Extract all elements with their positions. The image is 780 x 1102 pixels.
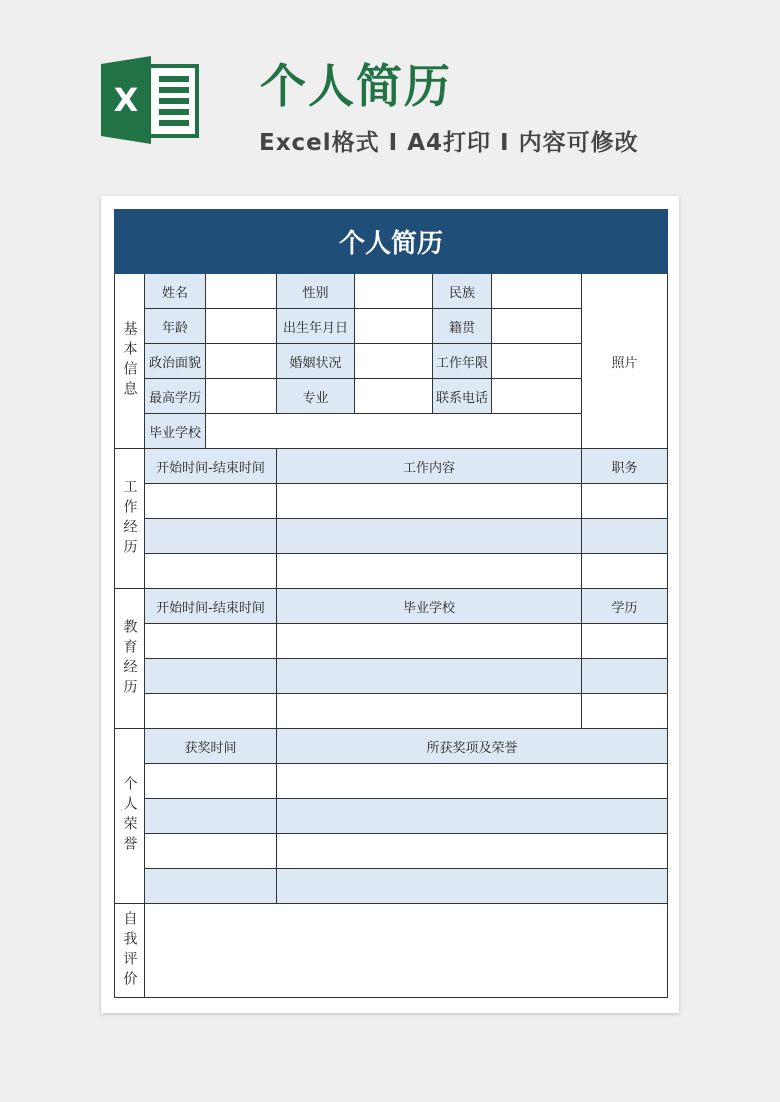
label-gender: 性别 — [277, 274, 355, 309]
cell[interactable] — [145, 519, 277, 554]
table-row — [115, 869, 668, 904]
label-school: 毕业学校 — [145, 414, 206, 449]
field-school[interactable] — [206, 414, 582, 449]
self-evaluation-field[interactable] — [145, 904, 668, 998]
field-hometown[interactable] — [492, 309, 582, 344]
field-name[interactable] — [206, 274, 277, 309]
label-birthdate: 出生年月日 — [277, 309, 355, 344]
field-phone[interactable] — [492, 379, 582, 414]
label-phone: 联系电话 — [433, 379, 492, 414]
cell[interactable] — [145, 484, 277, 519]
work-header-time: 开始时间-结束时间 — [145, 449, 277, 484]
table-row — [115, 694, 668, 729]
cell[interactable] — [145, 624, 277, 659]
banner-subtitle: Excel格式 I A4打印 I 内容可修改 — [259, 130, 639, 156]
field-marital[interactable] — [355, 344, 433, 379]
table-row — [115, 834, 668, 869]
field-gender[interactable] — [355, 274, 433, 309]
cell[interactable] — [145, 764, 277, 799]
cell[interactable] — [277, 694, 582, 729]
field-work-years[interactable] — [492, 344, 582, 379]
resume-table — [114, 209, 668, 998]
table-row — [115, 799, 668, 834]
field-age[interactable] — [206, 309, 277, 344]
cell[interactable] — [277, 869, 668, 904]
cell[interactable] — [277, 624, 582, 659]
field-ethnicity[interactable] — [492, 274, 582, 309]
banner-title: 个人简历 — [260, 59, 452, 113]
table-row — [115, 484, 668, 519]
table-row — [115, 519, 668, 554]
cell[interactable] — [277, 519, 582, 554]
label-education: 最高学历 — [145, 379, 206, 414]
section-education: 教育经历 — [115, 589, 145, 729]
label-ethnicity: 民族 — [433, 274, 492, 309]
cell[interactable] — [145, 869, 277, 904]
label-name: 姓名 — [145, 274, 206, 309]
cell[interactable] — [582, 484, 668, 519]
cell[interactable] — [582, 694, 668, 729]
cell[interactable] — [277, 659, 582, 694]
honor-header-award: 所获奖项及荣誉 — [277, 729, 668, 764]
cell[interactable] — [582, 519, 668, 554]
cell[interactable] — [145, 799, 277, 834]
section-honors: 个人荣誉 — [115, 729, 145, 904]
table-row — [115, 624, 668, 659]
cell[interactable] — [145, 554, 277, 589]
cell[interactable] — [277, 799, 668, 834]
cell[interactable] — [582, 659, 668, 694]
cell[interactable] — [277, 764, 668, 799]
table-row — [115, 659, 668, 694]
label-major: 专业 — [277, 379, 355, 414]
cell[interactable] — [145, 694, 277, 729]
resume-sheet — [101, 196, 679, 1013]
section-basic: 基本信息 — [115, 274, 145, 449]
cell[interactable] — [277, 484, 582, 519]
section-self: 自我评价 — [115, 904, 145, 998]
work-header-position: 职务 — [582, 449, 668, 484]
cell[interactable] — [582, 554, 668, 589]
label-political: 政治面貌 — [145, 344, 206, 379]
label-hometown: 籍贯 — [433, 309, 492, 344]
table-row — [115, 764, 668, 799]
field-birthdate[interactable] — [355, 309, 433, 344]
cell[interactable] — [582, 624, 668, 659]
cell[interactable] — [145, 659, 277, 694]
label-marital: 婚姻状况 — [277, 344, 355, 379]
label-age: 年龄 — [145, 309, 206, 344]
photo-cell[interactable]: 照片 — [582, 274, 668, 449]
excel-logo-icon — [101, 56, 199, 144]
table-row — [115, 554, 668, 589]
edu-header-school: 毕业学校 — [277, 589, 582, 624]
honor-header-time: 获奖时间 — [145, 729, 277, 764]
cell[interactable] — [145, 834, 277, 869]
cell[interactable] — [277, 554, 582, 589]
sheet-title: 个人简历 — [115, 210, 668, 274]
edu-header-time: 开始时间-结束时间 — [145, 589, 277, 624]
label-work-years: 工作年限 — [433, 344, 492, 379]
section-work: 工作经历 — [115, 449, 145, 589]
work-header-content: 工作内容 — [277, 449, 582, 484]
cell[interactable] — [277, 834, 668, 869]
field-education[interactable] — [206, 379, 277, 414]
field-political[interactable] — [206, 344, 277, 379]
svg-text:X: X — [113, 81, 139, 119]
field-major[interactable] — [355, 379, 433, 414]
edu-header-degree: 学历 — [582, 589, 668, 624]
